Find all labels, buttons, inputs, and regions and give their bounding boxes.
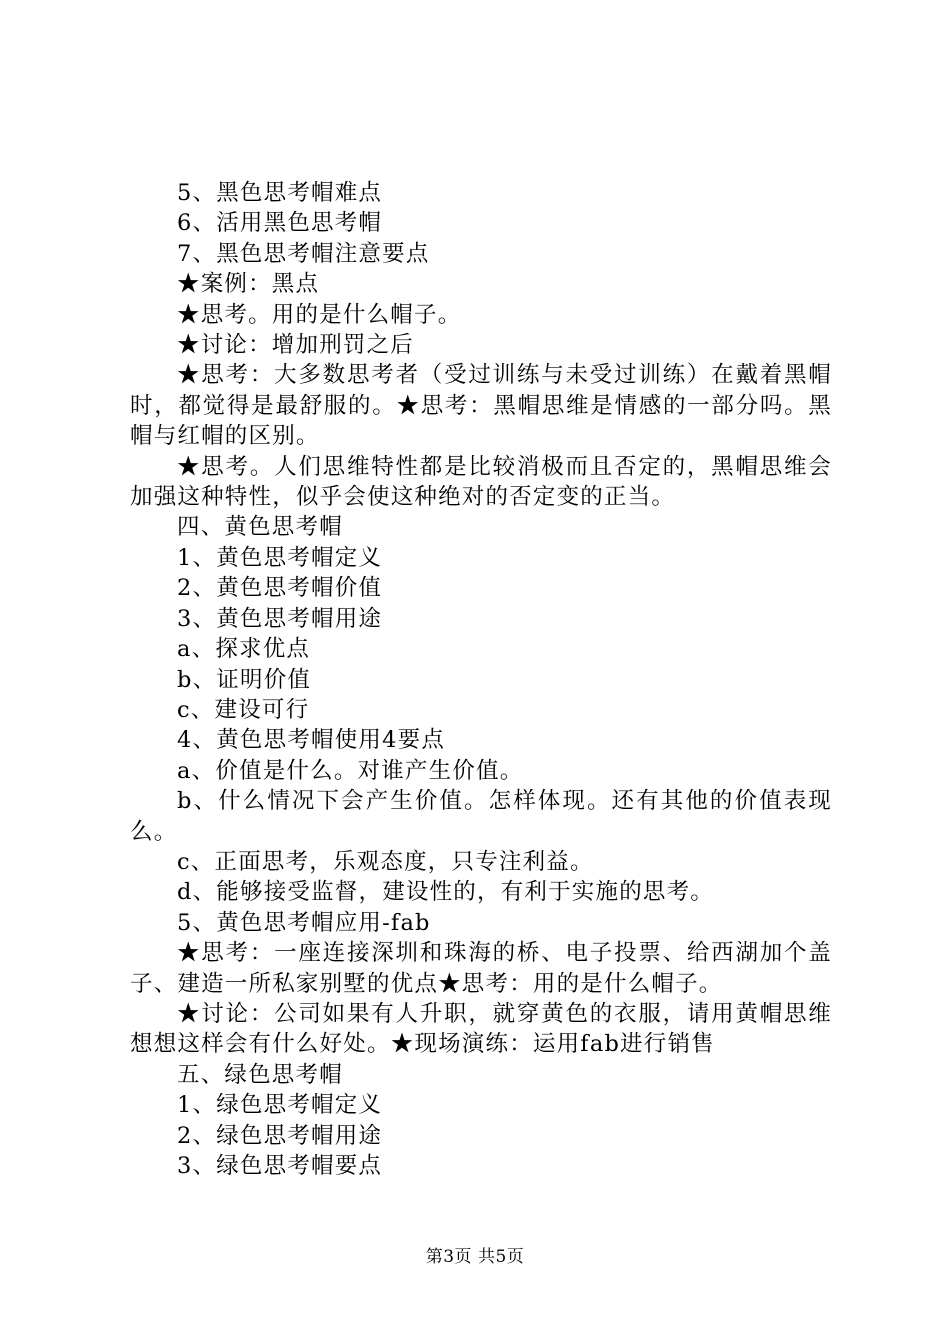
paragraph: ★案例：黑点 (177, 271, 320, 298)
paragraph: ★思考：一座连接深圳和珠海的桥、电子投票、给西湖加个盖子、建造一所私家别墅的优点★思考：用的是什么帽子。 (130, 940, 832, 997)
section-heading: 五、绿色思考帽 (177, 1061, 343, 1088)
paragraph: ★思考。用的是什么帽子。 (177, 301, 462, 328)
paragraph: ★思考：大多数思考者（受过训练与未受过训练）在戴着黑帽时，都觉得是最舒服的。★思考：黑帽思维是情感的一部分吗。黑帽与红帽的区别。 (130, 362, 832, 450)
paragraph: 3、黄色思考帽用途 (177, 605, 383, 632)
paragraph: 2、黄色思考帽价值 (177, 575, 383, 602)
paragraph: c、建设可行 (177, 696, 310, 723)
paragraph: d、能够接受监督，建设性的，有利于实施的思考。 (177, 879, 715, 906)
paragraph: 5、黄色思考帽应用-fab (177, 909, 431, 936)
section-heading: 四、黄色思考帽 (177, 514, 343, 541)
paragraph: 4、黄色思考帽使用4要点 (177, 727, 446, 754)
paragraph: 5、黑色思考帽难点 (177, 180, 383, 206)
paragraph: a、探求优点 (177, 636, 311, 663)
paragraph: 6、活用黑色思考帽 (177, 210, 383, 237)
paragraph: ★讨论：公司如果有人升职，就穿黄色的衣服，请用黄帽思维想想这样会有什么好处。★现场演练：运用fab进行销售 (130, 1000, 832, 1058)
document-body (130, 178, 832, 1181)
paragraph: 2、绿色思考帽用途 (177, 1122, 383, 1149)
paragraph: c、正面思考，乐观态度，只专注利益。 (177, 848, 594, 875)
paragraph: b、什么情况下会产生价值。怎样体现。还有其他的价值表现么。 (130, 788, 832, 845)
paragraph: a、价值是什么。对谁产生价值。 (177, 757, 524, 784)
paragraph: ★思考。人们思维特性都是比较消极而且否定的，黑帽思维会加强这种特性，似乎会使这种绝对的否定变的正当。 (130, 453, 832, 511)
paragraph: 3、绿色思考帽要点 (177, 1153, 383, 1179)
paragraph: 1、黄色思考帽定义 (177, 544, 383, 571)
page-footer: 第3页 共5页 (425, 1247, 525, 1267)
paragraph: ★讨论：增加刑罚之后 (177, 332, 415, 359)
paragraph: b、证明价值 (177, 666, 312, 693)
paragraph: 1、绿色思考帽定义 (177, 1092, 383, 1119)
paragraph: 7、黑色思考帽注意要点 (177, 240, 430, 267)
